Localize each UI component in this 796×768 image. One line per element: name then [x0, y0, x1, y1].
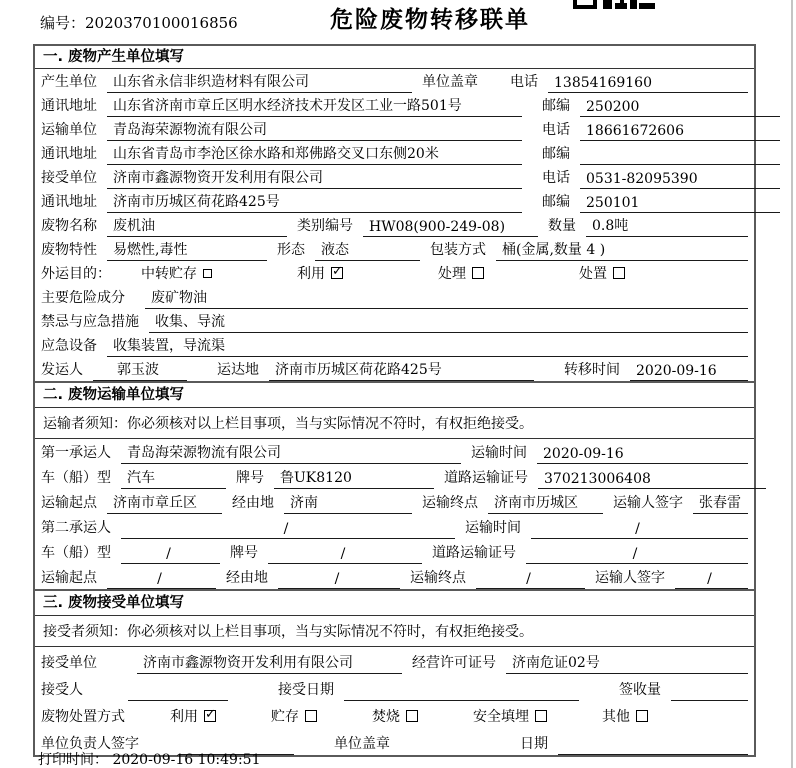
carrier1-plate-value: 鲁UK8120	[274, 467, 434, 489]
carrier2-time-value: /	[531, 521, 748, 539]
hazard-value: 废矿物油	[145, 287, 748, 309]
carrier1-via-value: 济南	[284, 492, 412, 514]
row-producer-address	[35, 93, 754, 117]
destination-value: 济南市历城区荷花路425号	[269, 359, 534, 381]
row-producer	[35, 69, 754, 93]
license-value: 济南危证02号	[506, 652, 748, 674]
form-value: 液态	[315, 239, 420, 261]
equipment-label: 应急设备	[41, 338, 97, 354]
checkbox-icon	[472, 267, 484, 279]
postcode-label: 邮编	[542, 146, 570, 162]
row-carrier1	[35, 439, 754, 464]
section3-title: 三. 废物接受单位填写	[35, 591, 754, 616]
print-time-label: 打印时间：	[38, 752, 108, 768]
via-label: 经由地	[226, 570, 268, 586]
checkbox-checked-icon	[204, 710, 216, 722]
shipper-value: 郭玉波	[93, 359, 187, 381]
print-time-value: 2020-09-16 10:49:51	[112, 752, 261, 768]
producer-postcode-value: 250200	[580, 99, 780, 117]
emergency-label: 禁忌与应急措施	[41, 314, 139, 330]
vehicle-type-label: 车（船）型	[41, 545, 111, 561]
waste-name-label: 废物名称	[41, 218, 97, 234]
producer-address-value: 山东省济南市章丘区明水经济技术开发区工业一路501号	[107, 95, 522, 117]
receive-date-label: 接受日期	[278, 682, 334, 698]
vehicle-type-label: 车（船）型	[41, 470, 111, 486]
row-hazard	[35, 285, 754, 309]
disposal-option-landfill	[473, 706, 547, 728]
category-label: 类别编号	[297, 218, 353, 234]
transporter-notice	[35, 408, 754, 439]
print-time	[38, 749, 261, 768]
producer-value: 山东省永信非织造材料有限公司	[107, 71, 412, 93]
page-edge-line	[791, 0, 793, 768]
road-permit-label: 道路运输证号	[432, 545, 516, 561]
section-producer	[35, 46, 754, 381]
emergency-value: 收集、导流	[149, 311, 748, 333]
notice-label: 接受者须知：	[43, 624, 127, 640]
row-shipper	[35, 357, 754, 381]
row-recipient	[35, 674, 754, 701]
option-label: 处理	[438, 266, 466, 282]
packaging-label: 包装方式	[430, 242, 486, 258]
recipient-label: 接受人	[41, 682, 83, 698]
carrier2-permit-value: /	[526, 546, 748, 564]
date-label: 日期	[520, 736, 548, 752]
section-transporter	[35, 381, 754, 589]
option-label: 处置	[579, 266, 607, 282]
serial-label: 编号：	[40, 14, 86, 32]
manager-sign-label: 单位负责人签字	[41, 736, 139, 752]
carrier-sign-label: 运输人签字	[595, 570, 665, 586]
row-transporter	[35, 117, 754, 141]
section2-title: 二. 废物运输单位填写	[35, 383, 754, 408]
transport-time-label: 运输时间	[465, 520, 521, 536]
serial-number	[40, 12, 238, 33]
row-transporter-address	[35, 141, 754, 165]
postcode-label: 邮编	[542, 98, 570, 114]
carrier2-vehicle-value: /	[121, 546, 220, 564]
checkbox-icon	[636, 710, 648, 722]
quantity-value: 0.8吨	[586, 215, 748, 237]
disposal-label: 废物处置方式	[41, 709, 125, 725]
checkbox-icon	[613, 267, 625, 279]
unit-seal-label: 单位盖章	[334, 736, 390, 752]
date-value	[558, 753, 748, 755]
postcode-label: 邮编	[542, 194, 570, 210]
transport-time-label: 运输时间	[471, 445, 527, 461]
qr-code-fragment	[573, 0, 655, 9]
receiver-phone-value: 0531-82095390	[580, 171, 780, 189]
carrier1-dest-value: 济南市历城区	[488, 492, 603, 514]
phone-label: 电话	[542, 122, 570, 138]
purpose-label: 外运目的：	[41, 266, 111, 282]
checkbox-icon	[406, 710, 418, 722]
row-receiver-address	[35, 189, 754, 213]
signed-amount-label: 签收量	[619, 682, 661, 698]
transporter-postcode-value	[580, 163, 780, 165]
receive-date-value	[344, 699, 579, 701]
row-equipment	[35, 333, 754, 357]
carrier2-value: /	[121, 521, 455, 539]
transfer-date-value: 2020-09-16	[630, 363, 748, 381]
option-label: 利用	[297, 266, 325, 282]
option-label: 焚烧	[372, 709, 400, 725]
transporter-value: 青岛海荣源物流有限公司	[107, 119, 522, 141]
via-label: 经由地	[232, 495, 274, 511]
packaging-value: 桶(金属,数量 4 )	[496, 239, 748, 261]
purpose-option-transfer-storage	[141, 263, 212, 285]
checkbox-icon	[305, 710, 317, 722]
unit-seal-label: 单位盖章	[422, 74, 478, 90]
receiver-value: 济南市鑫源物资开发利用有限公司	[107, 167, 522, 189]
carrier1-permit-value: 370213006408	[538, 471, 766, 489]
destination-label: 运达地	[217, 362, 259, 378]
carrier2-sign-value: /	[675, 571, 748, 589]
row-purpose	[35, 261, 754, 285]
row-carrier2	[35, 514, 754, 539]
carrier2-via-value: /	[278, 571, 400, 589]
notice-label: 运输者须知：	[43, 416, 127, 432]
carrier1-label: 第一承运人	[41, 445, 111, 461]
form-table	[33, 44, 756, 757]
terminus-label: 运输终点	[422, 495, 478, 511]
row-carrier2-vehicle	[35, 539, 754, 564]
purpose-option-reuse	[297, 263, 343, 285]
disposal-option-incineration	[372, 706, 418, 728]
notice-text: 你必须核对以上栏目事项，当与实际情况不符时，有权拒绝接受。	[127, 416, 533, 432]
transporter-label: 运输单位	[41, 122, 97, 138]
receiver-address-value: 济南市历城区荷花路425号	[107, 191, 522, 213]
origin-label: 运输起点	[41, 495, 97, 511]
signed-amount-value	[671, 699, 748, 701]
row-disposal	[35, 701, 754, 728]
producer-phone-value: 13854169160	[548, 75, 748, 93]
checkbox-icon	[203, 269, 212, 278]
row-carrier2-route	[35, 564, 754, 589]
transporter-phone-value: 18661672606	[580, 123, 780, 141]
carrier2-origin-value: /	[107, 571, 216, 589]
section-receiver	[35, 589, 754, 755]
transporter-address-value: 山东省青岛市李沧区徐水路和郑佛路交叉口东侧20米	[107, 143, 522, 165]
section1-title: 一. 废物产生单位填写	[35, 46, 754, 69]
carrier2-dest-value: /	[476, 571, 585, 589]
terminus-label: 运输终点	[410, 570, 466, 586]
disposal-option-reuse	[170, 706, 216, 728]
carrier1-sign-value: 张春雷	[693, 492, 748, 514]
option-label: 安全填埋	[473, 709, 529, 725]
row-carrier1-route	[35, 489, 754, 514]
property-value: 易燃性,毒性	[107, 239, 267, 261]
carrier1-vehicle-value: 汽车	[121, 467, 226, 489]
disposal-option-storage	[271, 706, 317, 728]
category-value: HW08(900-249-08)	[363, 219, 538, 237]
receive-unit-value: 济南市鑫源物资开发利用有限公司	[137, 652, 402, 674]
property-label: 废物特性	[41, 242, 97, 258]
plate-label: 牌号	[236, 470, 264, 486]
row-receive-unit	[35, 647, 754, 674]
shipper-label: 发运人	[41, 362, 83, 378]
carrier1-origin-value: 济南市章丘区	[107, 492, 222, 514]
carrier-sign-label: 运输人签字	[613, 495, 683, 511]
address-label: 通讯地址	[41, 146, 97, 162]
notice-text: 你必须核对以上栏目事项，当与实际情况不符时，有权拒绝接受。	[127, 624, 533, 640]
carrier1-value: 青岛海荣源物流有限公司	[121, 442, 461, 464]
row-waste-property	[35, 237, 754, 261]
option-label: 利用	[170, 709, 198, 725]
license-label: 经营许可证号	[412, 655, 496, 671]
receive-unit-label: 接受单位	[41, 655, 97, 671]
form-label: 形态	[277, 242, 305, 258]
purpose-option-disposal	[579, 263, 625, 285]
carrier2-plate-value: /	[268, 546, 422, 564]
transfer-date-label: 转移时间	[564, 362, 620, 378]
serial-value: 2020370100016856	[85, 14, 238, 32]
purpose-option-treatment	[438, 263, 484, 285]
row-receiver	[35, 165, 754, 189]
checkbox-icon	[535, 710, 547, 722]
recipient-value	[128, 699, 228, 701]
option-label: 贮存	[271, 709, 299, 725]
row-carrier1-vehicle	[35, 464, 754, 489]
address-label: 通讯地址	[41, 194, 97, 210]
waste-name-value: 废机油	[107, 215, 287, 237]
receiver-label: 接受单位	[41, 170, 97, 186]
carrier2-label: 第二承运人	[41, 520, 111, 536]
disposal-option-other	[602, 706, 648, 728]
hazard-label: 主要危险成分	[41, 290, 125, 306]
phone-label: 电话	[542, 170, 570, 186]
row-waste-name	[35, 213, 754, 237]
plate-label: 牌号	[230, 545, 258, 561]
address-label: 通讯地址	[41, 98, 97, 114]
checkbox-checked-icon	[331, 267, 343, 279]
option-label: 中转贮存	[141, 266, 197, 282]
equipment-value: 收集装置，导流渠	[107, 335, 748, 357]
carrier1-time-value: 2020-09-16	[537, 446, 748, 464]
page-title: 危险废物转移联单	[330, 6, 530, 33]
row-emergency	[35, 309, 754, 333]
origin-label: 运输起点	[41, 570, 97, 586]
receiver-notice	[35, 616, 754, 647]
producer-label: 产生单位	[41, 74, 97, 90]
phone-label: 电话	[510, 74, 538, 90]
quantity-label: 数量	[548, 218, 576, 234]
option-label: 其他	[602, 709, 630, 725]
road-permit-label: 道路运输证号	[444, 470, 528, 486]
receiver-postcode-value: 250101	[580, 195, 780, 213]
